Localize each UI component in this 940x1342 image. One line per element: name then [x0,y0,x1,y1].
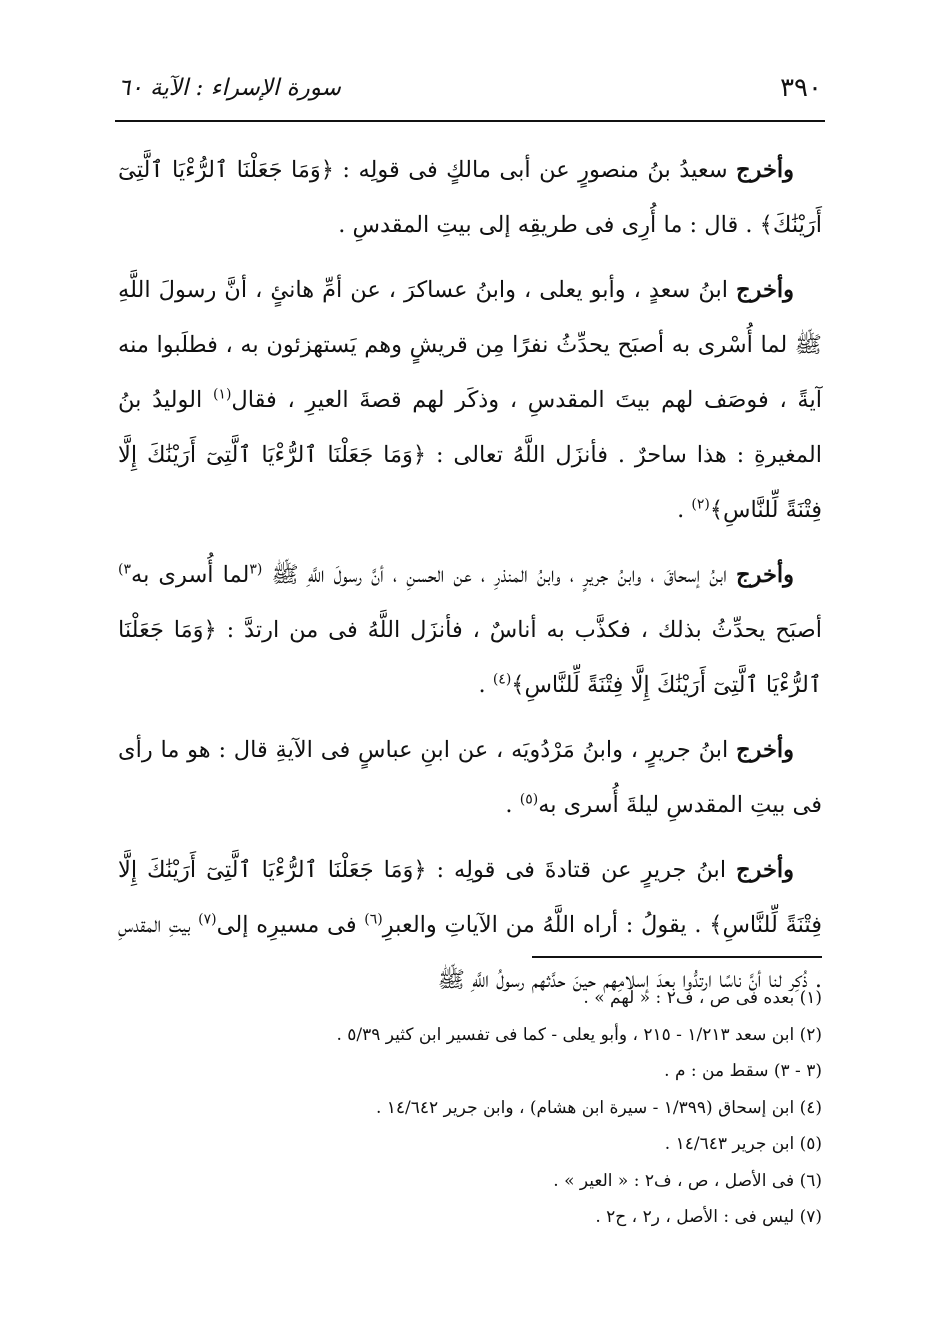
footnote: (٢) ابن سعد ١/٢١٣ - ٢١٥ ، وأبو يعلى - كما فى تفسير ابن كثير ٥/٣٩ . [336,1024,822,1045]
paragraph-text: ابنُ جريرٍ ، وابنُ مَرْدُويَه ، عن ابنِ عباسٍ فى الآيةِ قال : هو ما رأى فى بيتِ المقدسِ ليلةَ أُسرى به [118,737,822,818]
footnote-ref: (٤) [492,671,512,688]
paragraph-text: . [677,497,692,523]
paragraph-text: ابنُ سعدٍ ، وأبو يعلى ، وابنُ عساكرَ ، عن أمِّ هانئٍ ، أنَّ رسولَ اللَّهِ ﷺ لما أُسْرى به أصبَح يحدِّثُ نفرًا مِن قريشٍ وهم يَستهزئون به ، فطلَبوا منه آيةً ، فوصَف لهم بيتَ المقدسِ ، وذكَر لهم قصةَ العيرِ ، فقال [118,277,822,413]
header-rule [115,120,825,122]
footnote-ref: (٥) [519,791,539,808]
paragraph-text: فى مسيرِه إلى [216,912,365,938]
footnote: (٦) فى الأصل ، ص ، ف٢ : « العير » . [553,1170,822,1191]
paragraph-lead: وأخرج [736,562,794,588]
paragraph-text: بيتِ المقدسِ . ذُكِر لنا أنَّ ناسًا ارتدُّوا بعدَ إسلامِهم حينَ حدَّثهم رسولُ اللَّهِ ﷺ [118,912,822,993]
footnote-ref: (١) [212,386,232,403]
paragraph-text: أصبَح يحدِّثُ بذلك ، فكذَّب به أناسٌ ، فأنزَل اللَّهُ فى من ارتدَّ : ﴿وَمَا جَعَلْنَا ٱلرُّءْيَا ٱلَّتِىٓ أَرَيْنَٰكَ إِلَّا فِتْنَةً لِّلنَّاسِ﴾ [118,617,822,698]
paragraph-text: . [505,792,520,818]
paragraph [118,723,822,833]
paragraph-text: لما أُسرى به [131,562,250,588]
paragraph-lead: وأخرج [736,857,794,883]
paragraph-lead: وأخرج [736,737,794,763]
footnote: (٧) ليس فى : الأصل ، ر٢ ، ح٢ . [595,1207,822,1227]
footnote-ref: (٧) [198,911,217,928]
paragraph-text: الوليدُ بنُ المغيرةِ : هذا ساحرٌ . فأنزَل اللَّهُ تعالى : ﴿وَمَا جَعَلْنَا ٱلرُّءْيَا ٱلَّتِىٓ أَرَيْنَٰكَ إِلَّا فِتْنَةً لِّلنَّاسِ﴾ [118,387,822,523]
paragraph-text: ابنُ جريرٍ عن قتادةَ فى قولِه : ﴿وَمَا جَعَلْنَا ٱلرُّءْيَا ٱلَّتِىٓ أَرَيْنَٰكَ إِلَّا فِتْنَةً لِّلنَّاسِ﴾ . يقولُ : أراه اللَّهُ من الآياتِ والعبرِ [118,857,822,938]
footnote: (١) بعده فى ص ، ف٢ : « لهم » . [583,988,822,1008]
footnote-ref: ٣) [118,561,131,578]
footnotes [118,980,822,1236]
paragraph-text: ابنُ إسحاقَ ، وابنُ جريرٍ ، وابنُ المنذرِ ، عن الحسنِ ، أنَّ رسولَ اللَّهِ ﷺ [262,562,737,588]
footnote-rule [532,956,822,958]
paragraph [118,143,822,253]
paragraph-lead: وأخرج [736,277,794,303]
footnote-ref: (٣ [249,561,263,578]
main-text [118,143,822,1018]
footnote-ref: (٦) [364,911,383,928]
footnote: (٣ - ٣) سقط من : م . [664,1061,822,1081]
footnote: (٤) ابن إسحاق (١/٣٩٩ - سيرة ابن هشام) ، وابن جرير ١٤/٦٤٢ . [375,1097,822,1118]
footnote-ref: (٢) [691,496,710,513]
paragraph-lead: وأخرج [736,157,794,183]
page-number: ٣٩٠ [780,73,822,103]
paragraph-text: . [478,672,493,698]
running-head: سورة الإسراء : الآية ٦٠ [118,75,341,101]
paragraph [118,548,822,713]
paragraph-text: سعيدُ بنُ منصورٍ عن أبى مالكٍ فى قولِه : ﴿وَمَا جَعَلْنَا ٱلرُّءْيَا ٱلَّتِىٓ أَرَيْنَٰكَ﴾ . قال : ما أُرِى فى طريقِه إلى بيتِ المقدسِ . [118,157,822,238]
footnote: (٥) ابن جرير ١٤/٦٤٣ . [664,1134,822,1154]
page-header [118,70,822,106]
paragraph [118,263,822,538]
